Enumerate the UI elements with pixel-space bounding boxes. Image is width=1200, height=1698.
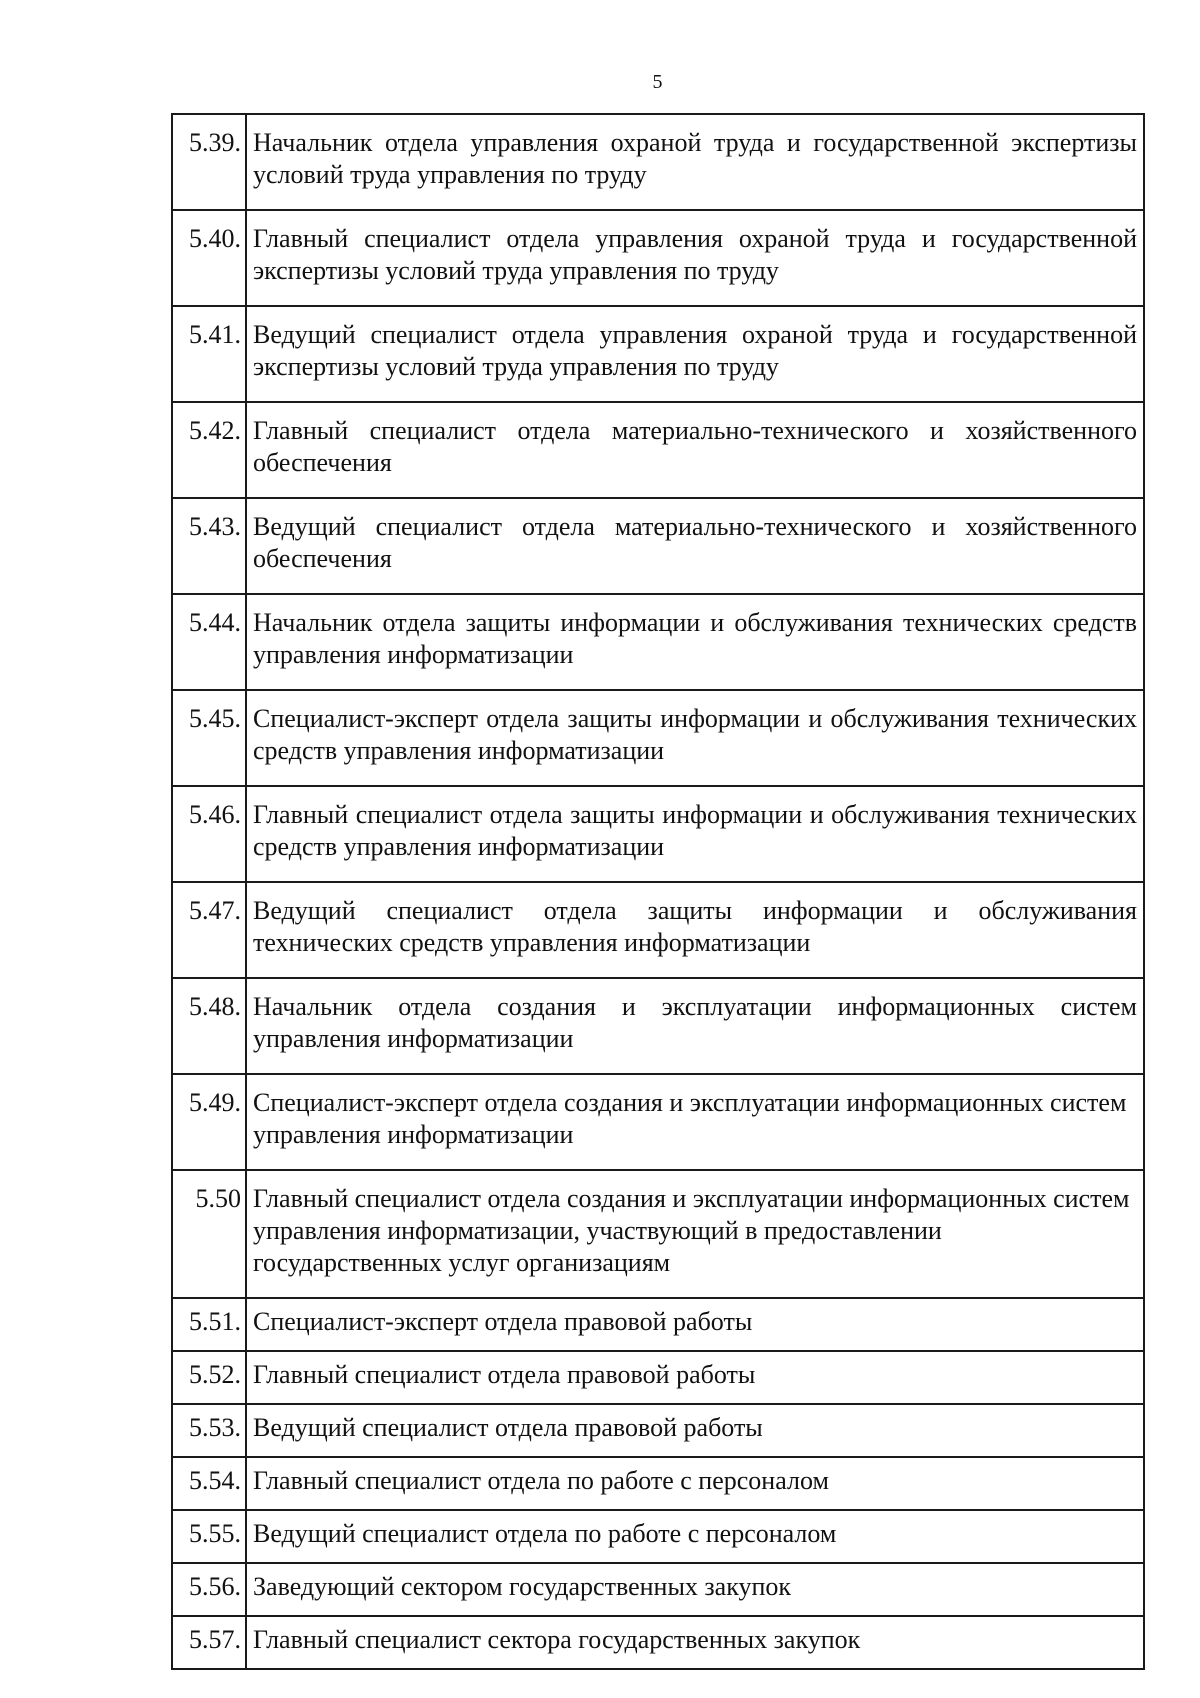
row-number: 5.57. [172,1616,246,1669]
table-row [172,114,1144,210]
row-number: 5.49. [172,1074,246,1170]
position-title: Ведущий специалист отдела материально-технического и хозяйственного обеспечения [246,498,1144,594]
position-title: Ведущий специалист отдела защиты информации и обслуживания технических средств управления информатизации [246,882,1144,978]
row-number: 5.54. [172,1457,246,1510]
table-row [172,690,1144,786]
row-number: 5.41. [172,306,246,402]
row-number: 5.55. [172,1510,246,1563]
row-number: 5.47. [172,882,246,978]
table-row [172,978,1144,1074]
row-number: 5.52. [172,1351,246,1404]
page-number: 5 [652,71,663,93]
row-number: 5.51. [172,1298,246,1351]
position-title: Главный специалист отдела управления охраной труда и государственной экспертизы условий труда управления по труду [246,210,1144,306]
table-row [172,786,1144,882]
position-title: Специалист-эксперт отдела создания и эксплуатации информационных систем управления информатизации [246,1074,1144,1170]
table-row [172,1170,1144,1298]
position-title: Главный специалист отдела материально-технического и хозяйственного обеспечения [246,402,1144,498]
position-title: Начальник отдела защиты информации и обслуживания технических средств управления информатизации [246,594,1144,690]
row-number: 5.56. [172,1563,246,1616]
position-title: Заведующий сектором государственных закупок [246,1563,1144,1616]
row-number: 5.39. [172,114,246,210]
row-number: 5.43. [172,498,246,594]
positions-table [171,113,1145,1670]
table-row [172,306,1144,402]
position-title: Специалист-эксперт отдела правовой работы [246,1298,1144,1351]
position-title: Главный специалист отдела защиты информации и обслуживания технических средств управления информатизации [246,786,1144,882]
position-title: Ведущий специалист отдела правовой работы [246,1404,1144,1457]
row-number: 5.46. [172,786,246,882]
position-title: Главный специалист сектора государственных закупок [246,1616,1144,1669]
table-row [172,1616,1144,1669]
table-row [172,1351,1144,1404]
table-row [172,594,1144,690]
row-number: 5.40. [172,210,246,306]
table-row [172,1404,1144,1457]
position-title: Специалист-эксперт отдела защиты информации и обслуживания технических средств управления информатизации [246,690,1144,786]
row-number: 5.42. [172,402,246,498]
position-title: Начальник отдела создания и эксплуатации информационных систем управления информатизации [246,978,1144,1074]
table-row [172,498,1144,594]
position-title: Главный специалист отдела по работе с персоналом [246,1457,1144,1510]
position-title: Ведущий специалист отдела по работе с персоналом [246,1510,1144,1563]
position-title: Начальник отдела управления охраной труда и государственной экспертизы условий труда управления по труду [246,114,1144,210]
table-row [172,1510,1144,1563]
row-number: 5.50 [172,1170,246,1298]
row-number: 5.45. [172,690,246,786]
table-row [172,402,1144,498]
table-row [172,210,1144,306]
row-number: 5.44. [172,594,246,690]
position-title: Главный специалист отдела правовой работы [246,1351,1144,1404]
table-row [172,882,1144,978]
table-row [172,1074,1144,1170]
row-number: 5.53. [172,1404,246,1457]
position-title: Ведущий специалист отдела управления охраной труда и государственной экспертизы условий труда управления по труду [246,306,1144,402]
row-number: 5.48. [172,978,246,1074]
table-row [172,1457,1144,1510]
table-row [172,1563,1144,1616]
table-row [172,1298,1144,1351]
position-title: Главный специалист отдела создания и эксплуатации информационных систем управления информатизации, участвующий в предоставлении государственных услуг организациям [246,1170,1144,1298]
